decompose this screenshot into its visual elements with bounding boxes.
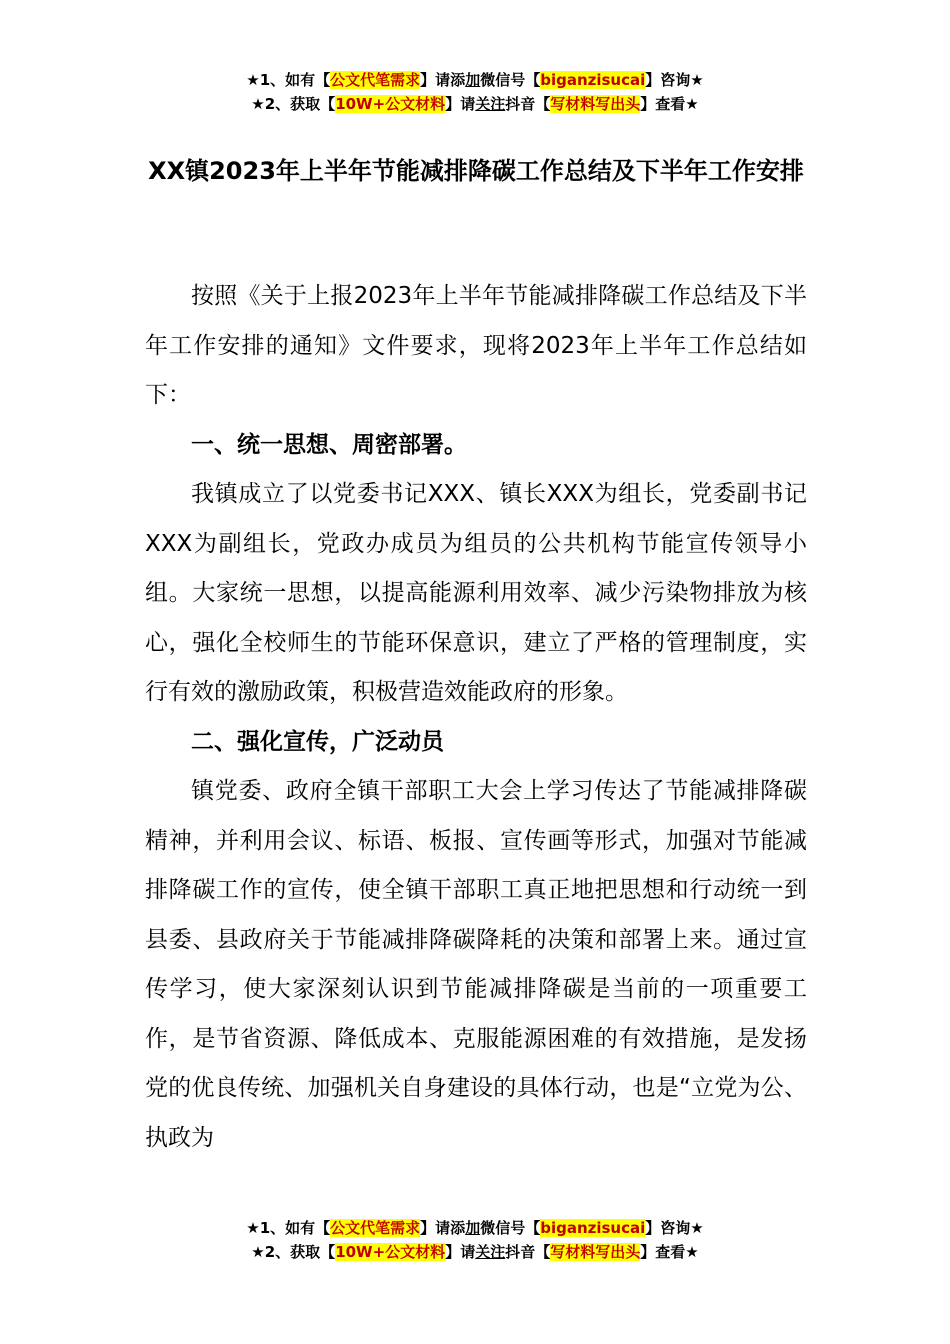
banner-text: 】查看★ bbox=[640, 1243, 699, 1261]
banner-text: 微信号【 bbox=[480, 71, 541, 89]
banner-highlight: 公文代笔需求 bbox=[330, 71, 421, 89]
banner-highlight: 10W+公文材料 bbox=[335, 95, 446, 113]
banner-text: 】请 bbox=[445, 95, 476, 113]
header-banner bbox=[0, 68, 950, 116]
banner-text: 】请 bbox=[445, 1243, 476, 1261]
banner-text: ★1、如有【 bbox=[246, 71, 331, 89]
banner-underline: 加 bbox=[465, 71, 481, 89]
banner-line-1 bbox=[0, 1216, 950, 1240]
banner-underline: 加 bbox=[465, 1219, 481, 1237]
banner-text: 】咨询★ bbox=[645, 1219, 704, 1237]
banner-line-1 bbox=[0, 68, 950, 92]
intro-paragraph: 按照《关于上报2023年上半年节能减排降碳工作总结及下半年工作安排的通知》文件要求，现将2023年上半年工作总结如下： bbox=[145, 283, 807, 408]
banner-underline: 关注 bbox=[475, 95, 506, 113]
banner-text: ★2、获取【 bbox=[251, 95, 336, 113]
banner-text: 抖音【 bbox=[505, 1243, 551, 1261]
banner-text: 】请添 bbox=[420, 71, 466, 89]
banner-text: ★2、获取【 bbox=[251, 1243, 336, 1261]
document-body bbox=[145, 272, 807, 1163]
banner-text: ★1、如有【 bbox=[246, 1219, 331, 1237]
banner-line-2 bbox=[0, 92, 950, 116]
banner-text: 】请添 bbox=[420, 1219, 466, 1237]
banner-text: 】查看★ bbox=[640, 95, 699, 113]
section-1-heading: 一、统一思想、周密部署。 bbox=[191, 431, 467, 458]
banner-highlight: 10W+公文材料 bbox=[335, 1243, 446, 1261]
banner-highlight: 写材料写出头 bbox=[550, 95, 641, 113]
banner-text: 抖音【 bbox=[505, 95, 551, 113]
banner-underline: 关注 bbox=[475, 1243, 506, 1261]
banner-line-2 bbox=[0, 1240, 950, 1264]
banner-text: 微信号【 bbox=[480, 1219, 541, 1237]
banner-text: 】咨询★ bbox=[645, 71, 704, 89]
section-2-paragraph: 镇党委、政府全镇干部职工大会上学习传达了节能减排降碳精神，并利用会议、标语、板报、宣传画等形式，加强对节能减排降碳工作的宣传，使全镇干部职工真正地把思想和行动统一到县委、县政府关于节能减排降碳降耗的决策和部署上来。通过宣传学习，使大家深刻认识到节能减排降碳是当前的一项重要工作，是节省资源、降低成本、克服能源困难的有效措施，是发扬党的优良传统、加强机关自身建设的具体行动，也是“立党为公、执政为 bbox=[145, 778, 807, 1151]
banner-highlight: biganzisucai bbox=[540, 71, 646, 89]
document-title: XX镇2023年上半年节能减排降碳工作总结及下半年工作安排 bbox=[148, 157, 804, 185]
section-2-heading: 二、强化宣传，广泛动员 bbox=[191, 728, 444, 755]
footer-banner bbox=[0, 1216, 950, 1264]
section-1-paragraph: 我镇成立了以党委书记XXX、镇长XXX为组长，党委副书记XXX为副组长，党政办成员为组员的公共机构节能宣传领导小组。大家统一思想，以提高能源利用效率、减少污染物排放为核心，强化全校师生的节能环保意识，建立了严格的管理制度，实行有效的激励政策，积极营造效能政府的形象。 bbox=[145, 481, 807, 705]
banner-highlight: 公文代笔需求 bbox=[330, 1219, 421, 1237]
banner-highlight: biganzisucai bbox=[540, 1219, 646, 1237]
banner-highlight: 写材料写出头 bbox=[550, 1243, 641, 1261]
